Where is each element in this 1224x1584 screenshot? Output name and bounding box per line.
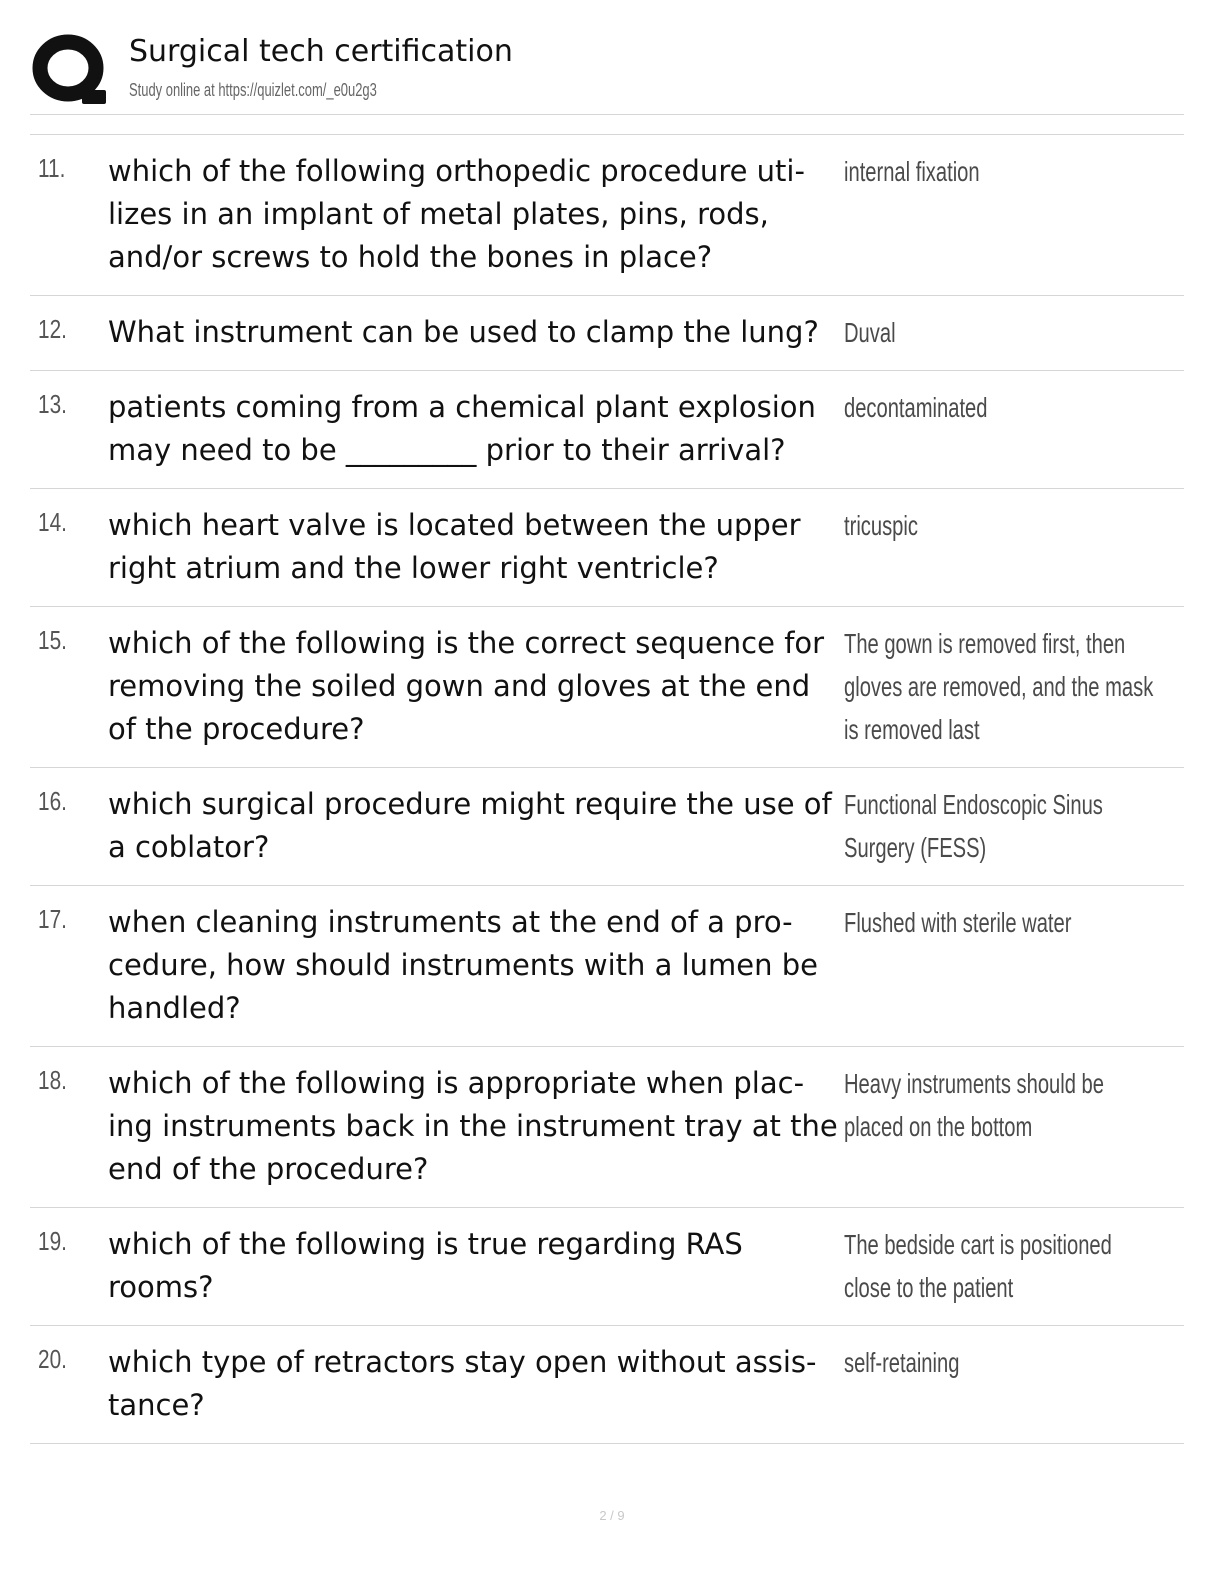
- flashcard-row-15: [30, 607, 1184, 768]
- answer-text: Functional Endoscopic Sinus Surgery (FESS): [844, 789, 1103, 863]
- item-number: 13.: [38, 389, 67, 419]
- item-number: 11.: [38, 153, 66, 183]
- flashcard-row-16: [30, 768, 1184, 886]
- item-number: 14.: [38, 507, 67, 537]
- flashcard-row-19: [30, 1208, 1184, 1326]
- study-online-link[interactable]: Study online at https://quizlet.com/_e0u2g3: [129, 80, 377, 100]
- answer-text: tricuspic: [844, 510, 918, 541]
- question-text: which of the following is true regarding RAS rooms?: [108, 1227, 743, 1304]
- answer-text: Duval: [844, 317, 896, 348]
- flashcard-row-14: [30, 489, 1184, 607]
- question-text: which type of retractors stay open without assis-tance?: [108, 1345, 817, 1422]
- question-text: which of the following is appropriate when plac-ing instruments back in the instrument tray at the end of the procedure?: [108, 1066, 838, 1186]
- answer-text: self-retaining: [844, 1347, 960, 1378]
- flashcard-list: [30, 134, 1184, 1444]
- question-text: which of the following orthopedic procedure uti-lizes in an implant of metal plates, pins, rods, and/or screws to hold the bones in place?: [108, 154, 805, 274]
- page-indicator: 2 / 9: [599, 1508, 625, 1523]
- item-number: 19.: [38, 1226, 67, 1256]
- item-number: 18.: [38, 1065, 67, 1095]
- quizlet-q-logo-icon: [30, 30, 110, 110]
- answer-text: decontaminated: [844, 392, 988, 423]
- document-header: [30, 30, 1184, 115]
- answer-text: The gown is removed first, then gloves are removed, and the mask is removed last: [844, 628, 1154, 745]
- question-text: which surgical procedure might require the use of a coblator?: [108, 787, 832, 864]
- question-text: which heart valve is located between the upper right atrium and the lower right ventricle?: [108, 508, 801, 585]
- flashcard-row-13: [30, 371, 1184, 489]
- answer-text: Flushed with sterile water: [844, 907, 1072, 938]
- answer-text: The bedside cart is positioned close to the patient: [844, 1229, 1112, 1303]
- flashcard-row-12: [30, 296, 1184, 371]
- item-number: 20.: [38, 1344, 67, 1374]
- item-number: 16.: [38, 786, 67, 816]
- question-text: patients coming from a chemical plant explosion may need to be _________ prior to their arrival?: [108, 390, 816, 467]
- question-text: which of the following is the correct sequence for removing the soiled gown and gloves at the end of the procedure?: [108, 626, 825, 746]
- item-number: 12.: [38, 314, 67, 344]
- item-number: 17.: [38, 904, 67, 934]
- flashcard-row-20: [30, 1326, 1184, 1444]
- document-title: Surgical tech certification: [129, 34, 513, 69]
- flashcard-row-11: [30, 135, 1184, 296]
- flashcard-row-17: [30, 886, 1184, 1047]
- answer-text: internal fixation: [844, 156, 980, 187]
- question-text: What instrument can be used to clamp the lung?: [108, 315, 819, 349]
- question-text: when cleaning instruments at the end of a pro-cedure, how should instruments with a lumen be handled?: [108, 905, 818, 1025]
- item-number: 15.: [38, 625, 67, 655]
- answer-text: Heavy instruments should be placed on the bottom: [844, 1068, 1104, 1142]
- flashcard-row-18: [30, 1047, 1184, 1208]
